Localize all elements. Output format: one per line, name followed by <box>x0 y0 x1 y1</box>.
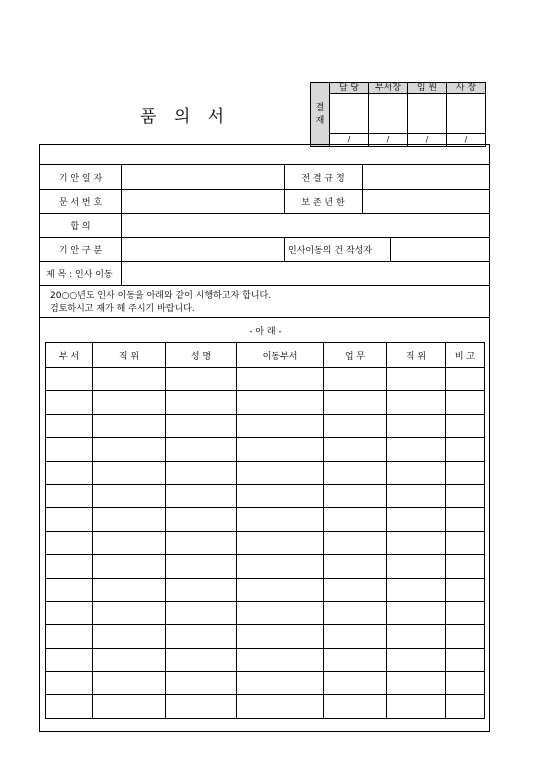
table-cell[interactable] <box>446 438 485 461</box>
table-cell[interactable] <box>387 391 446 414</box>
table-cell[interactable] <box>237 461 324 484</box>
table-row <box>46 578 485 601</box>
table-cell[interactable] <box>46 508 93 531</box>
table-cell[interactable] <box>324 555 387 578</box>
table-cell[interactable] <box>237 531 324 554</box>
table-cell[interactable] <box>166 461 237 484</box>
table-cell[interactable] <box>387 368 446 391</box>
approval-date-staff[interactable]: / <box>330 134 369 147</box>
table-cell[interactable] <box>446 508 485 531</box>
table-row <box>46 508 485 531</box>
draft-type-value: 인사이동의 건 작성자 <box>288 246 372 256</box>
table-cell[interactable] <box>93 601 166 624</box>
table-cell[interactable] <box>46 625 93 648</box>
table-cell[interactable] <box>166 648 237 671</box>
table-row <box>46 695 485 718</box>
table-cell[interactable] <box>446 461 485 484</box>
table-cell[interactable] <box>93 414 166 437</box>
table-cell[interactable] <box>93 555 166 578</box>
table-cell[interactable] <box>387 648 446 671</box>
retention-label: 보 존 년 한 <box>301 198 345 208</box>
approval-sign-executive[interactable] <box>408 94 447 134</box>
table-cell[interactable] <box>446 672 485 695</box>
table-cell[interactable] <box>324 438 387 461</box>
table-cell[interactable] <box>166 414 237 437</box>
table-row <box>46 368 485 391</box>
table-cell[interactable] <box>237 484 324 507</box>
table-row <box>46 484 485 507</box>
approval-sign-staff[interactable] <box>330 94 369 134</box>
table-cell[interactable] <box>237 391 324 414</box>
table-cell[interactable] <box>46 391 93 414</box>
table-cell[interactable] <box>387 672 446 695</box>
table-cell[interactable] <box>46 555 93 578</box>
subject-line: 제 목 : 인사 이동 <box>46 270 113 280</box>
agreement-field[interactable] <box>122 214 491 237</box>
approval-header-executive: 임 원 <box>408 83 447 94</box>
table-cell[interactable] <box>93 531 166 554</box>
table-cell[interactable] <box>387 695 446 718</box>
approval-header-manager: 부서장 <box>369 83 408 94</box>
table-cell[interactable] <box>324 531 387 554</box>
table-cell[interactable] <box>237 695 324 718</box>
body-line-2: 검토하시고 재가 해 주시기 바랍니다. <box>50 303 195 314</box>
table-cell[interactable] <box>166 578 237 601</box>
draft-date-field[interactable] <box>122 165 284 189</box>
table-cell[interactable] <box>166 695 237 718</box>
table-cell[interactable] <box>324 368 387 391</box>
approval-header-staff: 담 당 <box>330 83 369 94</box>
col-header-new-department: 이동부서 <box>237 343 324 368</box>
table-cell[interactable] <box>446 625 485 648</box>
table-cell[interactable] <box>237 555 324 578</box>
table-row <box>46 601 485 624</box>
retention-field[interactable] <box>363 190 491 213</box>
notice-heading: - 아 래 - <box>249 326 282 337</box>
table-cell[interactable] <box>446 601 485 624</box>
table-cell[interactable] <box>93 438 166 461</box>
table-cell[interactable] <box>46 438 93 461</box>
regulation-label: 전 결 규 정 <box>301 173 345 184</box>
table-cell[interactable] <box>93 391 166 414</box>
table-row <box>46 438 485 461</box>
table-cell[interactable] <box>387 601 446 624</box>
table-cell[interactable] <box>237 438 324 461</box>
table-cell[interactable] <box>446 695 485 718</box>
table-cell[interactable] <box>166 391 237 414</box>
table-row <box>46 672 485 695</box>
table-cell[interactable] <box>46 414 93 437</box>
table-cell[interactable] <box>324 461 387 484</box>
table-cell[interactable] <box>46 461 93 484</box>
doc-number-field[interactable] <box>122 190 284 213</box>
table-cell[interactable] <box>446 414 485 437</box>
table-cell[interactable] <box>166 625 237 648</box>
table-row <box>46 391 485 414</box>
table-cell[interactable] <box>166 531 237 554</box>
document-title: 품 의 서 <box>140 107 231 127</box>
table-row <box>46 625 485 648</box>
table-row <box>46 648 485 671</box>
table-cell[interactable] <box>324 672 387 695</box>
approval-sign-manager[interactable] <box>369 94 408 134</box>
table-cell[interactable] <box>387 508 446 531</box>
table-cell[interactable] <box>324 391 387 414</box>
table-cell[interactable] <box>46 695 93 718</box>
body-line-1: 20○○년도 인사 이동을 아래와 같이 시행하고자 합니다. <box>50 290 272 301</box>
table-row <box>46 461 485 484</box>
table-cell[interactable] <box>166 484 237 507</box>
table-cell[interactable] <box>166 555 237 578</box>
author-field[interactable] <box>391 238 491 261</box>
table-cell[interactable] <box>93 625 166 648</box>
col-header-remarks: 비 고 <box>446 343 485 368</box>
table-cell[interactable] <box>324 601 387 624</box>
table-cell[interactable] <box>237 578 324 601</box>
doc-number-label: 문 서 번 호 <box>58 198 103 208</box>
table-cell[interactable] <box>387 414 446 437</box>
col-header-name: 성 명 <box>166 343 237 368</box>
table-cell[interactable] <box>387 484 446 507</box>
table-cell[interactable] <box>387 578 446 601</box>
table-cell[interactable] <box>387 625 446 648</box>
table-cell[interactable] <box>446 578 485 601</box>
table-cell[interactable] <box>46 601 93 624</box>
personnel-table <box>45 342 485 719</box>
table-cell[interactable] <box>93 484 166 507</box>
table-cell[interactable] <box>237 672 324 695</box>
approval-date-manager[interactable]: / <box>369 134 408 147</box>
approval-label: 결 재 <box>311 83 330 147</box>
table-cell[interactable] <box>166 601 237 624</box>
table-cell[interactable] <box>166 508 237 531</box>
draft-date-label: 기 안 일 자 <box>58 173 103 184</box>
table-cell[interactable] <box>93 578 166 601</box>
table-cell[interactable] <box>446 531 485 554</box>
table-cell[interactable] <box>93 461 166 484</box>
table-cell[interactable] <box>93 648 166 671</box>
col-header-department: 부 서 <box>46 343 93 368</box>
table-cell[interactable] <box>446 555 485 578</box>
table-cell[interactable] <box>237 414 324 437</box>
table-cell[interactable] <box>46 672 93 695</box>
table-cell[interactable] <box>324 414 387 437</box>
table-cell[interactable] <box>324 648 387 671</box>
table-row <box>46 531 485 554</box>
col-header-position: 직 위 <box>93 343 166 368</box>
table-cell[interactable] <box>237 368 324 391</box>
table-cell[interactable] <box>46 531 93 554</box>
table-cell[interactable] <box>387 531 446 554</box>
table-cell[interactable] <box>446 368 485 391</box>
approval-date-president[interactable]: / <box>447 134 486 147</box>
table-cell[interactable] <box>324 625 387 648</box>
table-cell[interactable] <box>237 601 324 624</box>
draft-type-label: 기 안 구 분 <box>58 246 103 256</box>
col-header-new-position: 직 위 <box>387 343 446 368</box>
approval-header-president: 사 장 <box>447 83 486 94</box>
table-cell[interactable] <box>46 368 93 391</box>
table-cell[interactable] <box>324 484 387 507</box>
table-cell[interactable] <box>46 578 93 601</box>
table-cell[interactable] <box>93 368 166 391</box>
draft-type-field[interactable] <box>122 238 284 261</box>
table-cell[interactable] <box>93 508 166 531</box>
table-row <box>46 555 485 578</box>
table-cell[interactable] <box>324 578 387 601</box>
approval-date-executive[interactable]: / <box>408 134 447 147</box>
table-cell[interactable] <box>446 648 485 671</box>
table-cell[interactable] <box>324 695 387 718</box>
regulation-field[interactable] <box>363 165 491 189</box>
table-cell[interactable] <box>237 625 324 648</box>
table-cell[interactable] <box>46 648 93 671</box>
table-cell[interactable] <box>387 555 446 578</box>
table-cell[interactable] <box>237 648 324 671</box>
table-header-row <box>46 343 485 368</box>
approval-box <box>310 82 486 147</box>
table-cell[interactable] <box>237 508 324 531</box>
table-cell[interactable] <box>93 695 166 718</box>
table-cell[interactable] <box>446 391 485 414</box>
table-cell[interactable] <box>46 484 93 507</box>
table-cell[interactable] <box>387 438 446 461</box>
table-cell[interactable] <box>93 672 166 695</box>
approval-sign-president[interactable] <box>447 94 486 134</box>
table-cell[interactable] <box>166 438 237 461</box>
col-header-duty: 업 무 <box>324 343 387 368</box>
table-row <box>46 414 485 437</box>
table-cell[interactable] <box>166 672 237 695</box>
table-cell[interactable] <box>166 368 237 391</box>
table-cell[interactable] <box>324 508 387 531</box>
agreement-label: 합 의 <box>70 222 91 232</box>
table-cell[interactable] <box>446 484 485 507</box>
table-cell[interactable] <box>387 461 446 484</box>
